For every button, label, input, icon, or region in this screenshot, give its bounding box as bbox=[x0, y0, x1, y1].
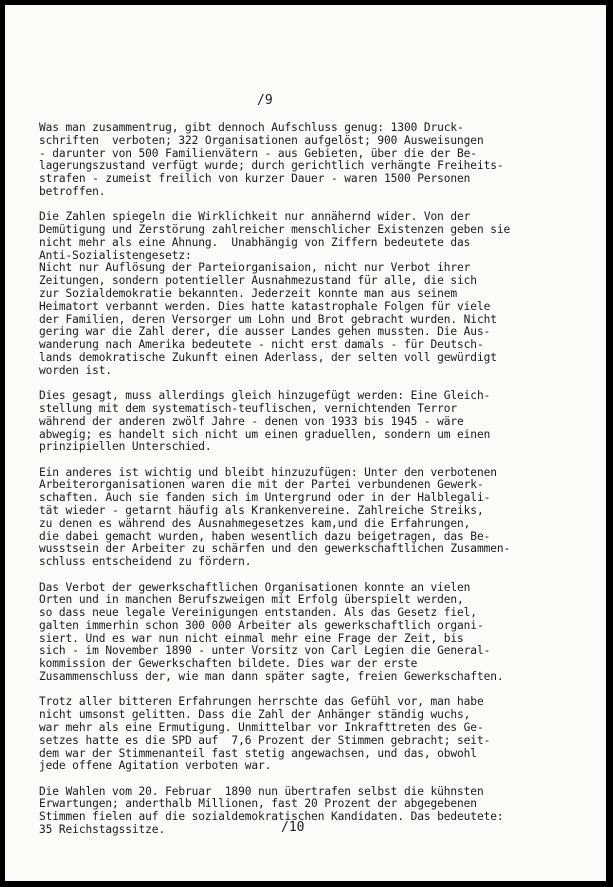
text-line: galten immerhin schon 300 000 Arbeiter als gewerkschaftlich organi- bbox=[39, 618, 484, 632]
text-line: schluss entscheidend zu fördern. bbox=[39, 555, 252, 569]
text-line: jede offene Agitation verboten war. bbox=[39, 759, 272, 773]
text-line: wanderung nach Amerika bedeutete - nicht erst damals - für Deutsch- bbox=[39, 338, 484, 352]
text-line: Anti-Sozialistengesetz: bbox=[39, 248, 192, 262]
text-line: dem war der Stimmenanteil fast stetig angewachsen, und das, obwohl bbox=[39, 746, 477, 760]
text-line: lands demokratische Zukunft einen Aderlass, der selten voll gewürdigt bbox=[39, 351, 497, 365]
text-line: Die Wahlen vom 20. Februar 1890 nun übertrafen selbst die kühnsten bbox=[39, 784, 484, 798]
text-line: setzes hatte es die SPD auf 7,6 Prozent der Stimmen gebracht; seit- bbox=[39, 733, 491, 747]
text-line: so dass neue legale Vereinigungen entstanden. Als das Gesetz fiel, bbox=[39, 606, 477, 620]
text-line: 35 Reichstagssitze. bbox=[39, 823, 166, 837]
text-line: Nicht nur Auflösung der Parteiorganisaion, nicht nur Verbot ihrer bbox=[39, 261, 471, 275]
text-line: abwegig; es handelt sich nicht um einen graduellen, sondern um einen bbox=[39, 427, 491, 441]
text-line: Dies gesagt, muss allerdings gleich hinzugefügt werden: Eine Gleich- bbox=[39, 389, 491, 403]
text-line: gering war die Zahl derer, die ausser Landes gehen mussten. Die Aus- bbox=[39, 325, 491, 339]
text-line: strafen - zumeist freilich von kurzer Dauer - waren 1500 Personen bbox=[39, 172, 471, 186]
text-line: - darunter von 500 Familienvätern - aus Gebieten, über die der Be- bbox=[39, 146, 477, 160]
text-line: Arbeiterorganisationen waren die mit der Partei verbundenen Gewerk- bbox=[39, 478, 484, 492]
body-text bbox=[39, 122, 591, 849]
page-number-bottom: /10 bbox=[281, 820, 305, 835]
text-line: Die Zahlen spiegeln die Wirklichkeit nur annähernd wider. Von der bbox=[39, 210, 471, 224]
text-line: stellung mit dem systematisch-teuflischen, vernichtenden Terror bbox=[39, 401, 458, 415]
text-line: siert. Und es war nun nicht einmal mehr eine Frage der Zeit, bis bbox=[39, 631, 464, 645]
text-line: zur Sozialdemokratie bekannten. Jederzeit konnte man aus seinem bbox=[39, 287, 458, 301]
text-line: der Familien, deren Versorger um Lohn und Brot gebracht wurden. Nicht bbox=[39, 312, 497, 326]
text-line: Erwartungen; anderthalb Millionen, fast 20 Prozent der abgegebenen bbox=[39, 797, 477, 811]
paragraph bbox=[39, 467, 591, 569]
document-page bbox=[5, 5, 606, 881]
text-line: schaften. Auch sie fanden sich im Untergrund oder in der Halblegali- bbox=[39, 491, 491, 505]
paragraph bbox=[39, 696, 591, 773]
text-line: nicht mehr als eine Ahnung. Unabhängig von Ziffern bedeutete das bbox=[39, 235, 471, 249]
text-line: Demütigung und Zerstörung zahlreicher menschlicher Existenzen geben sie bbox=[39, 223, 511, 237]
paragraph bbox=[39, 211, 591, 377]
text-line: Zusammenschluss der, wie man dann später sagte, freien Gewerkschaften. bbox=[39, 670, 504, 684]
text-line: lagerungszustand verfügt wurde; durch gerichtlich verhängte Freiheits- bbox=[39, 159, 504, 173]
page-number-top: /9 bbox=[257, 93, 273, 108]
text-line: Stimmen fielen auf die sozialdemokratischen Kandidaten. Das bedeutete: bbox=[39, 810, 504, 824]
text-line: die dabei gemacht wurden, haben wesentlich dazu beigetragen, das Be- bbox=[39, 529, 491, 543]
paragraph bbox=[39, 786, 591, 837]
text-line: während der anderen zwölf Jahre - denen von 1933 bis 1945 - wäre bbox=[39, 414, 464, 428]
text-line: sich - im November 1890 - unter Vorsitz von Carl Legien die General- bbox=[39, 644, 491, 658]
text-line: Heimatort verbannt werden. Dies hatte katastrophale Folgen für viele bbox=[39, 299, 491, 313]
text-line: zu denen es während des Ausnahmegesetzes kam,und die Erfahrungen, bbox=[39, 516, 471, 530]
text-line: schriften verboten; 322 Organisationen aufgelöst; 900 Ausweisungen bbox=[39, 133, 484, 147]
text-line: war mehr als eine Ermutigung. Unmittelbar vor Inkrafttreten des Ge- bbox=[39, 720, 484, 734]
text-line: nicht umsonst gelitten. Dass die Zahl der Anhänger ständig wuchs, bbox=[39, 708, 471, 722]
text-line: Ein anderes ist wichtig und bleibt hinzuzufügen: Unter den verbotenen bbox=[39, 465, 497, 479]
text-line: Zeitungen, sondern potentieller Ausnahmezustand für alle, die sich bbox=[39, 274, 477, 288]
text-line: worden ist. bbox=[39, 363, 112, 377]
text-line: Trotz aller bitteren Erfahrungen herrschte das Gefühl vor, man habe bbox=[39, 695, 484, 709]
text-line: prinzipiellen Unterschied. bbox=[39, 440, 212, 454]
text-line: Orten und in manchen Berufszweigen mit Erfolg überspielt werden, bbox=[39, 593, 464, 607]
text-line: tät wieder - getarnt häufig als Krankenvereine. Zahlreiche Streiks, bbox=[39, 504, 484, 518]
text-line: kommission der Gewerkschaften bildete. Dies war der erste bbox=[39, 657, 418, 671]
paragraph bbox=[39, 122, 591, 199]
paragraph bbox=[39, 582, 591, 684]
text-line: wusstsein der Arbeiter zu schärfen und den gewerkschaftlichen Zusammen- bbox=[39, 542, 511, 556]
text-line: betroffen. bbox=[39, 184, 106, 198]
paragraph bbox=[39, 390, 591, 454]
text-line: Was man zusammentrug, gibt dennoch Aufschluss genug: 1300 Druck- bbox=[39, 121, 464, 134]
text-line: Das Verbot der gewerkschaftlichen Organisationen konnte an vielen bbox=[39, 580, 471, 594]
